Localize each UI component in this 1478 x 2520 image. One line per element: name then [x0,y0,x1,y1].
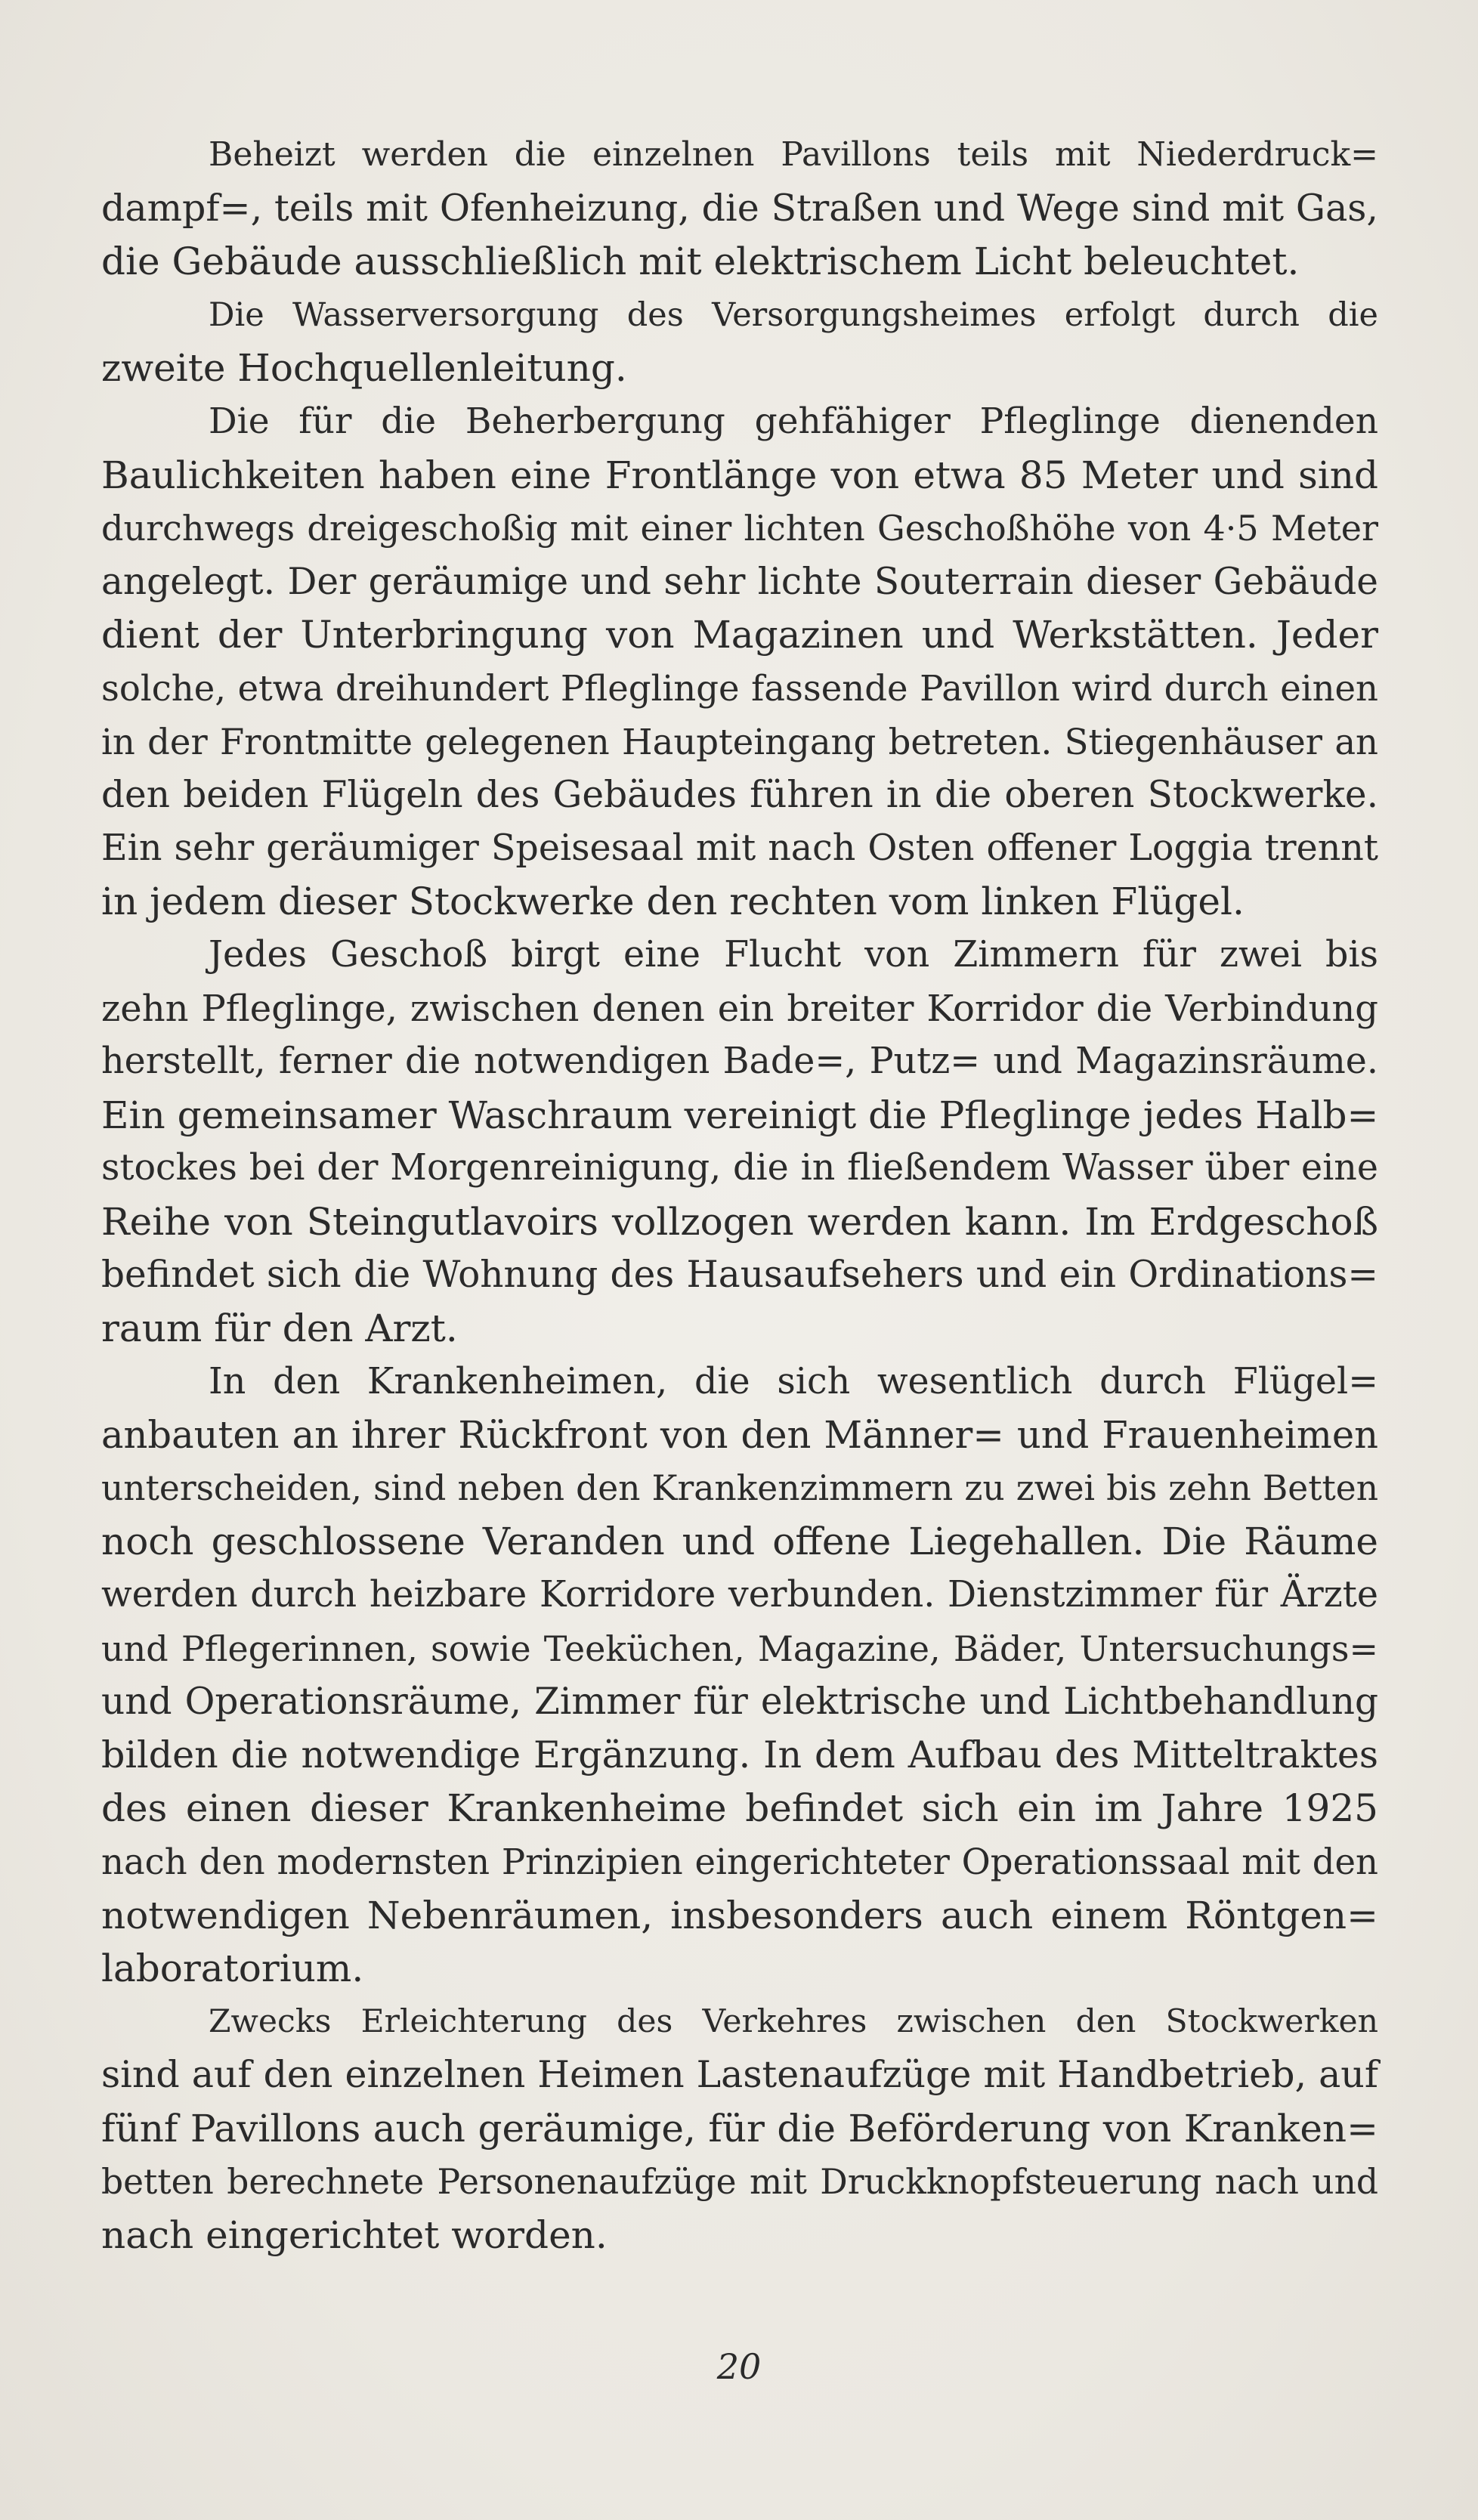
paragraph [101,128,1378,289]
text-line: herstellt, ferner die notwendigen Bade=, Putz= und Magazinsräume. [101,1040,1378,1083]
text-line: Baulichkeiten haben eine Frontlänge von etwa 85 Meter und sind [101,453,1378,497]
text-line: unterscheiden, sind neben den Krankenzimmern zu zwei bis zehn Betten [101,1467,1378,1508]
text-line: noch geschlossene Veranden und offene Liegehallen. Die Räume [101,1520,1378,1564]
text-line: des einen dieser Krankenheime befindet sich ein im Jahre 1925 [101,1786,1378,1831]
text-line: anbauten an ihrer Rückfront von den Männer= und Frauenheimen [101,1413,1378,1458]
text-line: fünf Pavillons auch geräumige, für die Beförderung von Kranken= [101,2106,1378,2151]
text-line: Beheizt werden die einzelnen Pavillons teils mit Niederdruck= [209,135,1378,174]
text-line: nach eingerichtet worden. [101,2213,608,2258]
text-line: dampf=, teils mit Ofenheizung, die Straßen und Wege sind mit Gas, [101,186,1378,230]
paragraph [101,289,1378,395]
text-line: befindet sich die Wohnung des Hausaufsehers und ein Ordinations= [101,1254,1378,1297]
paragraph [101,1356,1378,1996]
text-line: laboratorium. [101,1946,364,1991]
text-line: Zwecks Erleichterung des Verkehres zwischen den Stockwerken [209,2002,1378,2040]
text-line: werden durch heizbare Korridore verbunden. Dienstzimmer für Ärzte [101,1574,1378,1616]
text-line: angelegt. Der geräumige und sehr lichte Souterrain dieser Gebäude [101,560,1378,603]
text-line: stockes bei der Morgenreinigung, die in fließendem Wasser über eine [101,1147,1378,1189]
page-number: 20 [716,2346,762,2387]
text-line: Jedes Geschoß birgt eine Flucht von Zimmern für zwei bis [209,933,1378,976]
text-line: durchwegs dreigeschoßig mit einer lichten Geschoßhöhe von 4·5 Meter [101,508,1378,549]
text-line: solche, etwa dreihundert Pfleglinge fassende Pavillon wird durch einen [101,667,1378,709]
body-text [101,128,1378,2262]
text-line: dient der Unterbringung von Magazinen und Werkstätten. Jeder [101,613,1378,657]
text-line: Die für die Beherbergung gehfähiger Pfleglinge dienenden [209,400,1378,442]
text-line: bilden die notwendige Ergänzung. In dem Aufbau des Mitteltraktes [101,1733,1378,1776]
text-line: sind auf den einzelnen Heimen Lastenaufzüge mit Handbetrieb, auf [101,2053,1378,2097]
text-line: Reihe von Steingutlavoirs vollzogen werden kann. Im Erdgeschoß [101,1199,1378,1244]
text-line: den beiden Flügeln des Gebäudes führen in die oberen Stockwerke. [101,774,1378,817]
text-line: zweite Hochquellenleitung. [101,346,627,391]
text-line: In den Krankenheimen, die sich wesentlich durch Flügel= [209,1360,1378,1402]
paragraph [101,929,1378,1356]
text-line: und Pflegerinnen, sowie Teeküchen, Magazine, Bäder, Untersuchungs= [101,1628,1378,1669]
text-line: raum für den Arzt. [101,1306,458,1351]
text-line: und Operationsräume, Zimmer für elektrische und Lichtbehandlung [101,1681,1378,1724]
text-line: Ein sehr geräumiger Speisesaal mit nach Osten offener Loggia trennt [101,827,1378,869]
paragraph [101,1996,1378,2262]
text-line: zehn Pfleglinge, zwischen denen ein breiter Korridor die Verbindung [101,987,1378,1030]
text-line: in der Frontmitte gelegenen Haupteingang betreten. Stiegenhäuser an [101,721,1378,762]
text-line: betten berechnete Personenaufzüge mit Druckknopfsteuerung nach und [101,2161,1378,2202]
text-line: Ein gemeinsamer Waschraum vereinigt die Pfleglinge jedes Halb= [101,1093,1379,1137]
text-line: die Gebäude ausschließlich mit elektrischem Licht beleuchtet. [101,240,1300,284]
text-line: nach den modernsten Prinzipien eingerichteter Operationssaal mit den [101,1841,1378,1882]
paragraph [101,395,1378,929]
text-line: Die Wasserversorgung des Versorgungsheimes erfolgt durch die [209,295,1378,334]
text-line: in jedem dieser Stockwerke den rechten vom linken Flügel. [101,880,1245,924]
text-line: notwendigen Nebenräumen, insbesonders auch einem Röntgen= [101,1893,1378,1937]
